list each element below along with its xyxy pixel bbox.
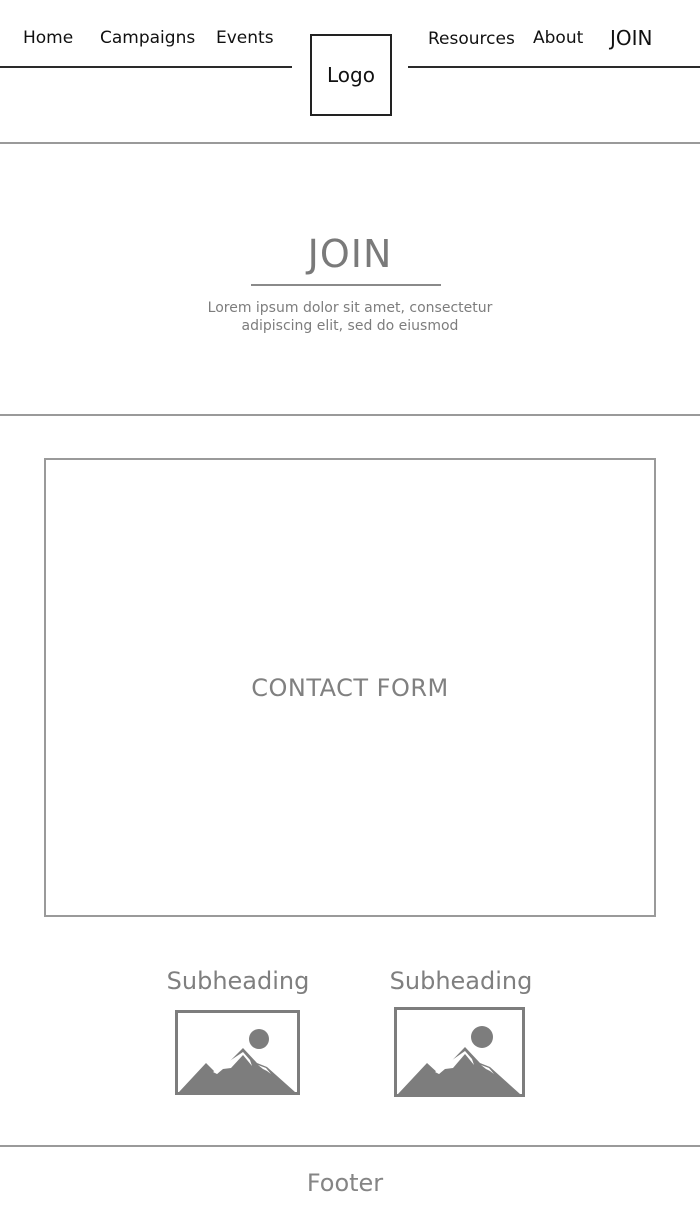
nav-campaigns-link[interactable]: Campaigns [100,28,196,48]
feature-2-subheading: Subheading [389,967,533,995]
feature-1-subheading: Subheading [166,967,310,995]
hero-description [150,299,550,335]
nav-left-divider [0,66,292,68]
logo-label: Logo [327,63,375,87]
nav-home-link[interactable]: Home [23,28,74,48]
hero-description-line-1: Lorem ipsum dolor sit amet, consectetur [207,300,493,316]
hero-description-line-2: adipiscing elit, sed do eiusmod [241,318,459,334]
title-underline [251,284,441,286]
contact-form[interactable] [44,458,656,917]
nav-about-link[interactable]: About [533,28,584,48]
nav-right-divider [408,66,700,68]
footer: Footer [306,1169,384,1197]
page-title: JOIN [307,232,393,276]
hero-divider [0,414,700,416]
nav-events-link[interactable]: Events [216,28,274,48]
nav-resources-link[interactable]: Resources [428,29,515,49]
footer-divider [0,1145,700,1147]
logo[interactable] [310,34,392,116]
contact-form-label: CONTACT FORM [251,673,449,702]
nav-join-link[interactable]: JOIN [610,26,653,50]
header-divider [0,142,700,144]
image-placeholder-icon [175,1010,300,1095]
image-placeholder-icon [394,1007,525,1097]
